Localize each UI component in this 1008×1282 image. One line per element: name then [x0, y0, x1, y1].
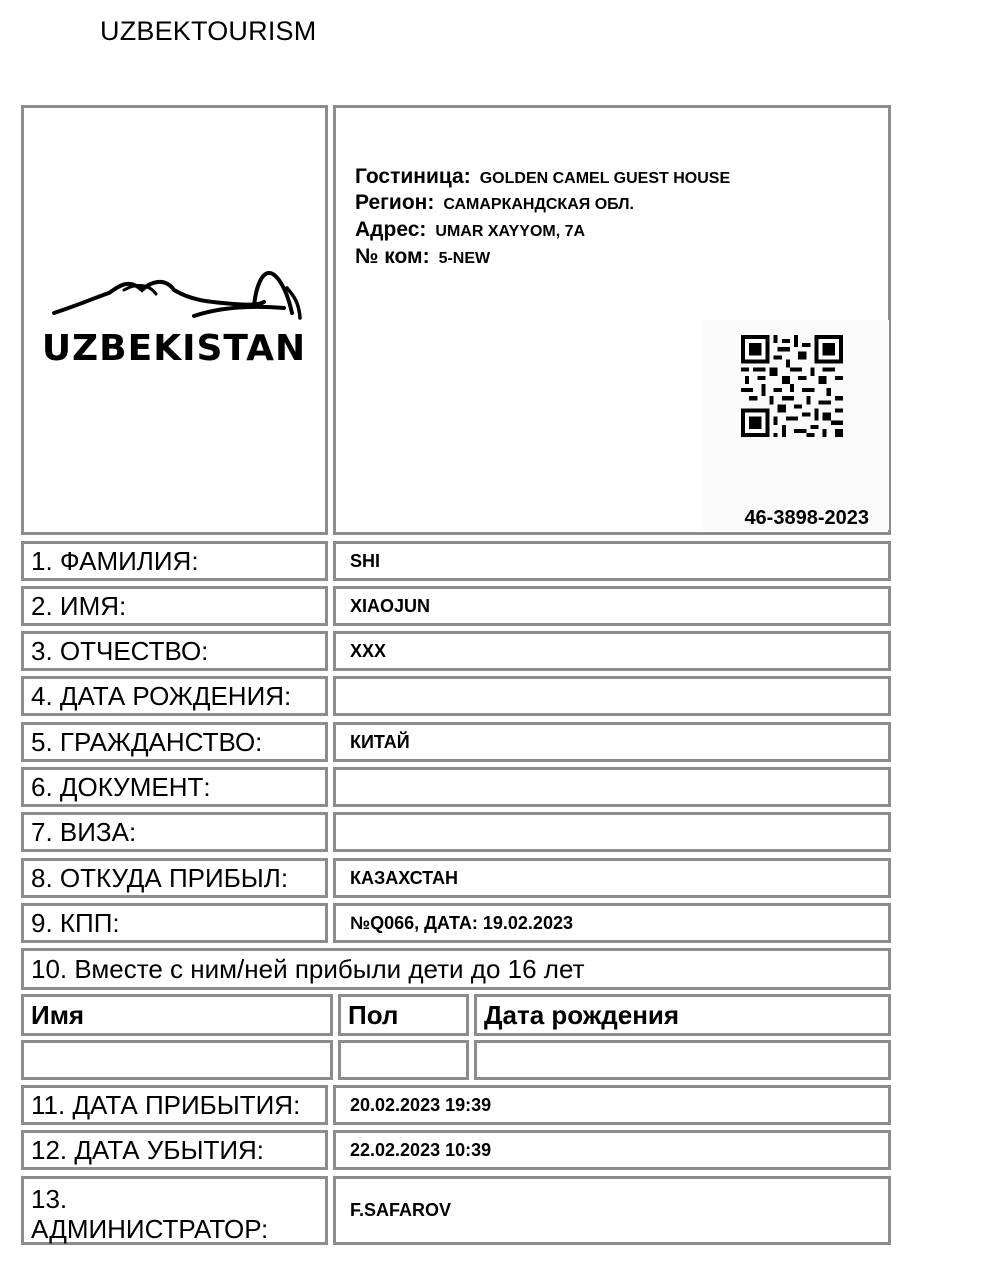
children-col-sex: Пол — [338, 994, 469, 1036]
patronymic-label: 3. ОТЧЕСТВО: — [21, 631, 328, 671]
arrival-date-label: 11. ДАТА ПРИБЫТИЯ: — [21, 1085, 328, 1125]
registration-number: 46-3898-2023 — [744, 507, 869, 529]
region-label: Регион: — [355, 191, 435, 214]
organization-title: UZBEKTOURISM — [100, 16, 317, 46]
qr-code-icon — [741, 335, 843, 437]
checkpoint-value: №Q066, ДАТА: 19.02.2023 — [333, 903, 891, 943]
region-line — [355, 191, 634, 215]
checkpoint-label: 9. КПП: — [21, 903, 328, 943]
arrived-from-value: КАЗАХСТАН — [333, 858, 891, 898]
children-row-birth — [474, 1040, 891, 1080]
first-name-label: 2. ИМЯ: — [21, 586, 328, 626]
first-name-value: XIAOJUN — [333, 586, 891, 626]
departure-date-label: 12. ДАТА УБЫТИЯ: — [21, 1130, 328, 1170]
address-line — [355, 218, 585, 242]
room-line — [355, 245, 490, 269]
arrival-date-value: 20.02.2023 19:39 — [333, 1085, 891, 1125]
birth-date-value — [333, 676, 891, 716]
patronymic-value: XXX — [333, 631, 891, 671]
address-label: Адрес: — [355, 218, 427, 241]
surname-label: 1. ФАМИЛИЯ: — [21, 541, 328, 581]
document-label: 6. ДОКУМЕНТ: — [21, 767, 328, 807]
room-label: № ком: — [355, 245, 430, 268]
hotel-value: GOLDEN CAMEL GUEST HOUSE — [479, 170, 731, 187]
departure-date-value: 22.02.2023 10:39 — [333, 1130, 891, 1170]
logo-text: UZBEKISTAN — [41, 328, 307, 369]
children-row-sex — [338, 1040, 469, 1080]
administrator-label — [21, 1176, 328, 1245]
children-col-name: Имя — [21, 994, 333, 1036]
hotel-info-cell — [333, 105, 891, 535]
administrator-label-line1: 13. — [31, 1184, 68, 1214]
administrator-value: F.SAFAROV — [333, 1176, 891, 1245]
birth-date-label: 4. ДАТА РОЖДЕНИЯ: — [21, 676, 328, 716]
hotel-line — [355, 165, 730, 189]
children-row-name — [21, 1040, 333, 1080]
room-value: 5-NEW — [438, 250, 491, 267]
region-value: САМАРКАНДСКАЯ ОБЛ. — [443, 196, 634, 213]
document-value — [333, 767, 891, 807]
citizenship-label: 5. ГРАЖДАНСТВО: — [21, 722, 328, 762]
children-col-birth: Дата рождения — [474, 994, 891, 1036]
arrived-from-label: 8. ОТКУДА ПРИБЫЛ: — [21, 858, 328, 898]
hotel-label: Гостиница: — [355, 165, 471, 188]
logo-cell — [21, 105, 328, 535]
uzbekistan-logo — [24, 108, 325, 532]
administrator-label-line2: АДМИНИСТРАТОР: — [31, 1214, 269, 1244]
citizenship-value: КИТАЙ — [333, 722, 891, 762]
visa-label: 7. ВИЗА: — [21, 812, 328, 852]
surname-value: SHI — [333, 541, 891, 581]
children-title: 10. Вместе с ним/ней прибыли дети до 16 лет — [21, 948, 891, 990]
visa-value — [333, 812, 891, 852]
address-value: UMAR XAYYOM, 7A — [435, 223, 586, 240]
